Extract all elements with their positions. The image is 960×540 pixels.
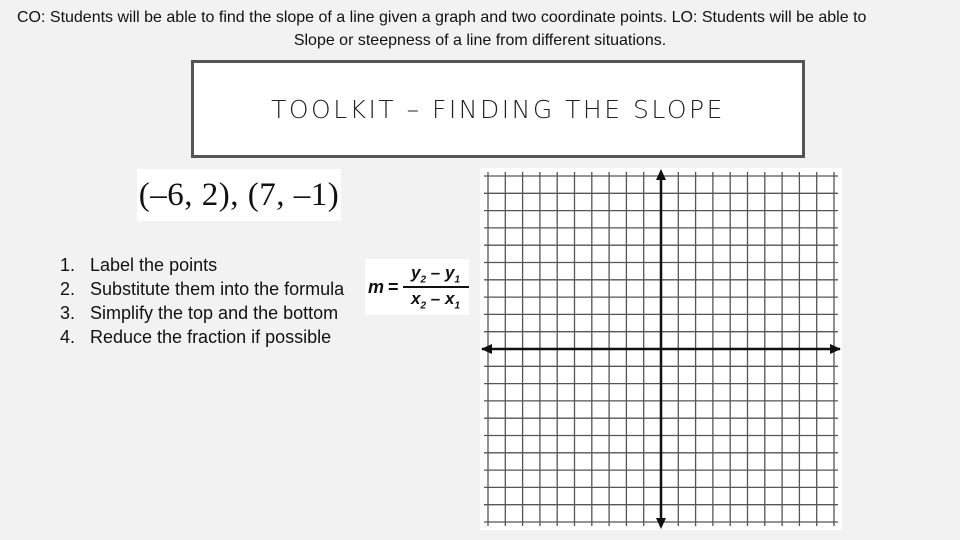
objective-line-2: Slope or steepness of a line from different situations. <box>293 32 667 49</box>
slide-title: TOOLKIT – FINDING THE SLOPE <box>271 94 725 124</box>
title-box <box>191 60 805 158</box>
y-axis-arrow-down <box>656 518 666 529</box>
content-objective <box>0 6 960 52</box>
formula-numerator: $y_2 - y_1$ <box>411 262 461 285</box>
formula-equals: = <box>388 276 399 297</box>
coordinate-grid <box>480 168 842 530</box>
formula-denominator: $x_2 - x_1$ <box>411 289 461 312</box>
step-text: Label the points <box>90 255 218 275</box>
step-number: 1. <box>60 255 76 275</box>
grid-svg <box>480 168 842 530</box>
formula-fraction <box>403 263 469 312</box>
step-text: Reduce the fraction if possible <box>90 327 332 347</box>
list-item <box>60 325 344 349</box>
slope-formula <box>365 259 469 315</box>
steps-list <box>60 253 344 349</box>
formula-m: m <box>368 276 385 297</box>
y-axis-arrow-up <box>656 169 666 180</box>
x-axis-arrow-right <box>830 344 841 354</box>
list-item <box>60 277 344 301</box>
objective-line-1: CO: Students will be able to find the slope of a line given a graph and two coordinate points. LO: Students will be able to <box>17 9 867 26</box>
x-axis-arrow-left <box>481 344 492 354</box>
step-text: Simplify the top and the bottom <box>90 303 339 323</box>
list-item <box>60 301 344 325</box>
list-item <box>60 253 344 277</box>
step-text: Substitute them into the formula <box>90 279 345 299</box>
step-number: 4. <box>60 327 76 347</box>
coordinate-points <box>137 169 341 221</box>
fraction-bar <box>403 286 469 288</box>
points-text: (–6, 2), (7, –1) <box>138 176 340 213</box>
step-number: 3. <box>60 303 76 323</box>
step-number: 2. <box>60 279 76 299</box>
